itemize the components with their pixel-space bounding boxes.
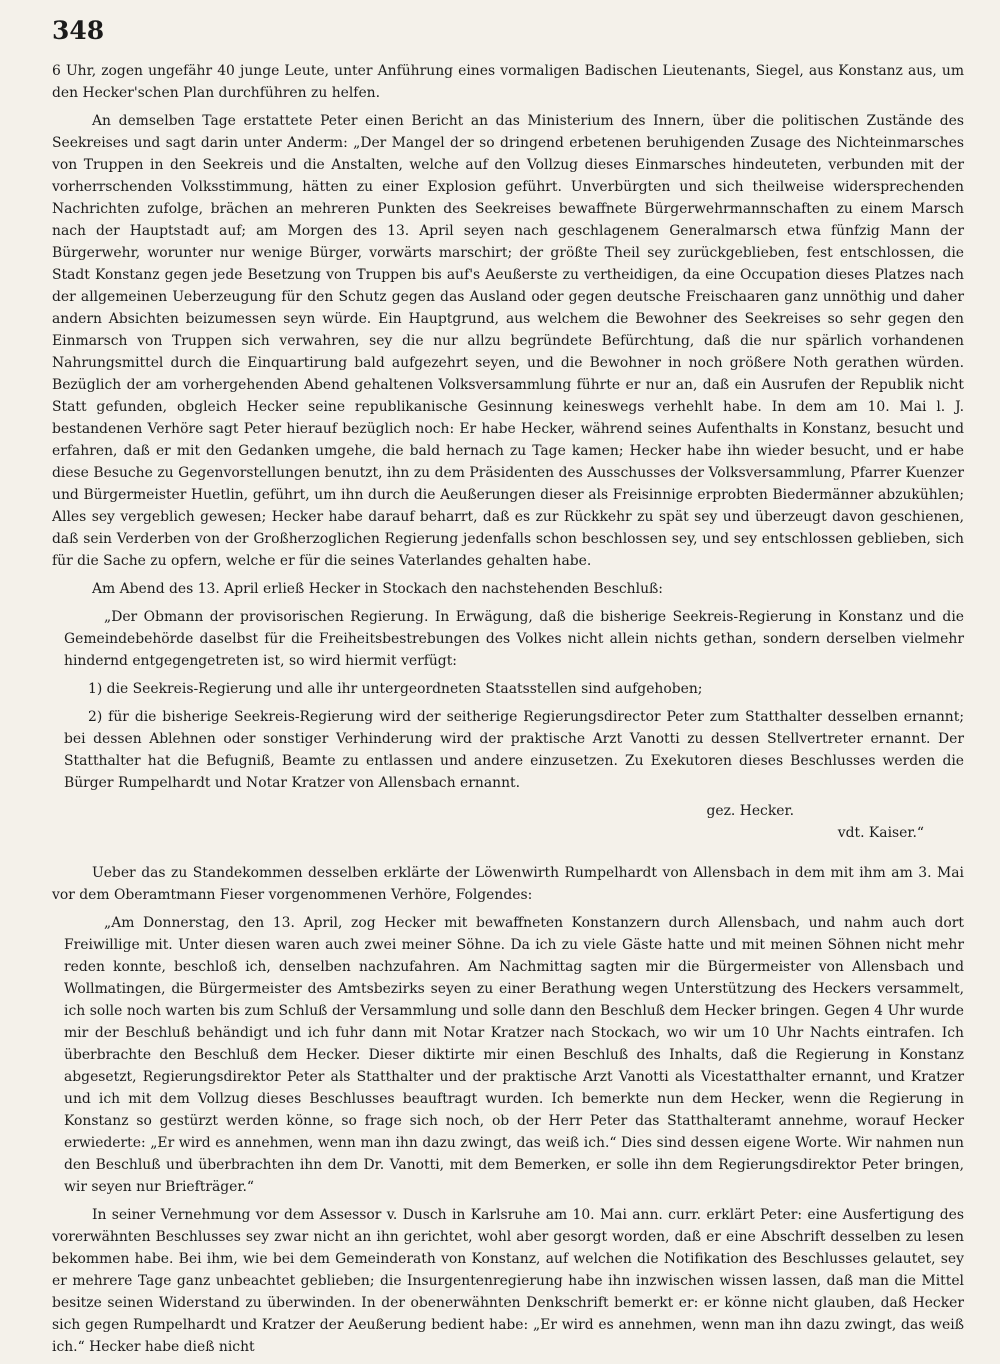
paragraph-peter-report: An demselben Tage erstattete Peter einen Bericht an das Ministerium des Innern, über die politischen Zustände des Seekreises und sagt darin unter Anderm: „Der Mangel der so dringend erbetenen beruhigenden Zusage des Nichteinmarsches von Truppen in den Seekreis und die Anstalten, welche auf den Vollzug dieses Einmarsches hindeuteten, verbunden mit der vorherrschenden Volksstimmung, hätten zu einer Explosion geführt. Unverbürgten und sich theilweise widersprechenden Nachrichten zufolge, brächen an mehreren Punkten des Seekreises bewaffnete Bürgerwehrmannschaften zu einem Marsch nach der Hauptstadt auf; am Morgen des 13. April seyen nach geschlagenem Generalmarsch etwa fünfzig Mann der Bürgerwehr, worunter nur wenige Bürger, vorwärts marschirt; der größte Theil sey zurückgeblieben, fest entschlossen, die Stadt Konstanz gegen jede Besetzung von Truppen bis auf's Aeußerste zu vertheidigen, da eine Occupation dieses Platzes nach der allgemeinen Ueberzeugung für den Schutz gegen das Ausland oder gegen deutsche Freischaaren ganz unnöthig und daher andern Absichten beizumessen seyn würde. Ein Hauptgrund, aus welchem die Bewohner des Seekreises so sehr gegen den Einmarsch von Truppen sich verwahren, sey die nur allzu begründete Befürchtung, daß die nur spärlich vorhandenen Nahrungsmittel durch die Einquartirung bald aufgezehrt seyen, und die Bewohner in noch größere Noth gerathen würden. Bezüglich der am vorhergehenden Abend gehaltenen Volksversammlung führte er nur an, daß ein Ausrufen der Republik nicht Statt gefunden, obgleich Hecker seine republikanische Gesinnung keineswegs verhehlt habe. In dem am 10. Mai l. J. bestandenen Verhöre sagt Peter hierauf bezüglich noch: Er habe Hecker, während seines Aufenthalts in Konstanz, besucht und erfahren, daß er mit den Gedanken umgehe, die bald hernach zu Tage kamen; Hecker habe ihn wieder besucht, und er habe diese Besuche zu Gegenvorstellungen benutzt, ihn zu dem Präsidenten des Ausschusses der Volksversammlung, Pfarrer Kuenzer und Bürgermeister Huetlin, geführt, um ihn durch die Aeußerungen dieser als Freisinnige erprobten Biedermänner abzukühlen; Alles sey vergeblich gewesen; Hecker habe darauf beharrt, daß es zur Rückkehr zu spät sey und überzeugt davon geschienen, daß sein Verderben von der Großherzoglichen Regierung jedenfalls schon beschlossen sey, und sey entschlossen geblieben, sich für die Sache zu opfern, welche er für die seines Vaterlandes gehalten habe. <box>52 113 964 569</box>
paragraph-continuation: 6 Uhr, zogen ungefähr 40 junge Leute, unter Anführung eines vormaligen Badischen Lieutenants, Siegel, aus Konstanz aus, um den Hecker'schen Plan durchführen zu helfen. <box>52 63 964 101</box>
signature-kaiser: vdt. Kaiser.“ <box>837 825 924 841</box>
paragraph-rumpelhardt-intro: Ueber das zu Standekommen desselben erklärte der Löwenwirth Rumpelhardt von Allensbach in dem mit ihm am 3. Mai vor dem Oberamtmann Fieser vorgenommenen Verhöre, Folgendes: <box>52 865 964 903</box>
decree-item-1: 1) die Seekreis-Regierung und alle ihr untergeordneten Staatsstellen sind aufgehoben; <box>88 681 703 697</box>
decree-preamble: „Der Obmann der provisorischen Regierung. In Erwägung, daß die bisherige Seekreis-Regierung in Konstanz und die Gemeindebehörde daselbst für die Freiheitsbestrebungen des Volkes nicht allein nichts gethan, sondern derselben vielmehr hindernd entgegengetreten ist, so wird hiermit verfügt: <box>64 609 964 669</box>
paragraph-peter-interrogation: In seiner Vernehmung vor dem Assessor v. Dusch in Karlsruhe am 10. Mai ann. curr. erklärt Peter: eine Ausfertigung des vorerwähnten Beschlusses sey zwar nicht an ihn gerichtet, wohl aber gesorgt worden, daß er eine Abschrift desselben zu lesen bekommen habe. Bei ihm, wie bei dem Gemeinderath von Konstanz, auf welchen die Notifikation des Beschlusses gelautet, sey er mehrere Tage ganz unbeachtet geblieben; die Insurgentenregierung habe ihn inzwischen wissen lassen, daß man die Mittel besitze seinen Widerstand zu überwinden. In der obenerwähnten Denkschrift bemerkt er: er könne nicht glauben, daß Hecker sich gegen Rumpelhardt und Kratzer der Aeußerung bedient habe: „Er wird es annehmen, wenn man ihn dazu zwingt, das weiß ich.“ Hecker habe dieß nicht <box>52 1207 964 1355</box>
body-text <box>52 60 964 1364</box>
paragraph-stockach-decree-intro: Am Abend des 13. April erließ Hecker in Stockach den nachstehenden Beschluß: <box>92 581 663 597</box>
paragraph-rumpelhardt-testimony: „Am Donnerstag, den 13. April, zog Hecker mit bewaffneten Konstanzern durch Allensbach, und nahm auch dort Freiwillige mit. Unter diesen waren auch zwei meiner Söhne. Da ich zu viele Gäste hatte und mit meinen Söhnen nicht mehr reden konnte, beschloß ich, denselben nachzufahren. Am Nachmittag sagten mir die Bürgermeister von Allensbach und Wollmatingen, die Bürgermeister des Amtsbezirks seyen zu einer Berathung wegen Unterstützung des Heckers versammelt, ich solle noch warten bis zum Schluß der Versammlung und solle dann den Beschluß dem Hecker bringen. Gegen 4 Uhr wurde mir der Beschluß behändigt und ich fuhr dann mit Notar Kratzer nach Stockach, wo wir um 10 Uhr Nachts eintrafen. Ich überbrachte den Beschluß dem Hecker. Dieser diktirte mir einen Beschluß des Inhalts, daß die Regierung in Konstanz abgesetzt, Regierungsdirektor Peter als Statthalter und der praktische Arzt Vanotti als Vicestatthalter ernannt, und Kratzer und ich mit dem Vollzug dieses Beschlusses beauftragt wurden. Ich bemerkte nun dem Hecker, wenn die Regierung in Konstanz so gestürzt werden könne, so frage sich noch, ob der Herr Peter das Statthalteramt annehme, worauf Hecker erwiederte: „Er wird es annehmen, wenn man ihn dazu zwingt, das weiß ich.“ Dies sind dessen eigene Worte. Wir nahmen nun den Beschluß und überbrachten ihn dem Dr. Vanotti, mit dem Bemerken, er solle ihn dem Regierungsdirektor Peter bringen, wir seyen nur Briefträger.“ <box>64 915 964 1195</box>
page-number: 348 <box>52 16 105 45</box>
signature-hecker: gez. Hecker. <box>706 803 794 819</box>
document-page <box>52 16 964 1355</box>
decree-item-2: 2) für die bisherige Seekreis-Regierung wird der seitherige Regierungsdirector Peter zum Statthalter desselben ernannt; bei dessen Ablehnen oder sonstiger Verhinderung wird der praktische Arzt Vanotti zu dessen Stellvertreter ernannt. Der Statthalter hat die Befugniß, Beamte zu entlassen und andere einzusetzen. Zu Exekutoren dieses Beschlusses werden die Bürger Rumpelhardt und Notar Kratzer von Allensbach ernannt. <box>64 709 964 791</box>
